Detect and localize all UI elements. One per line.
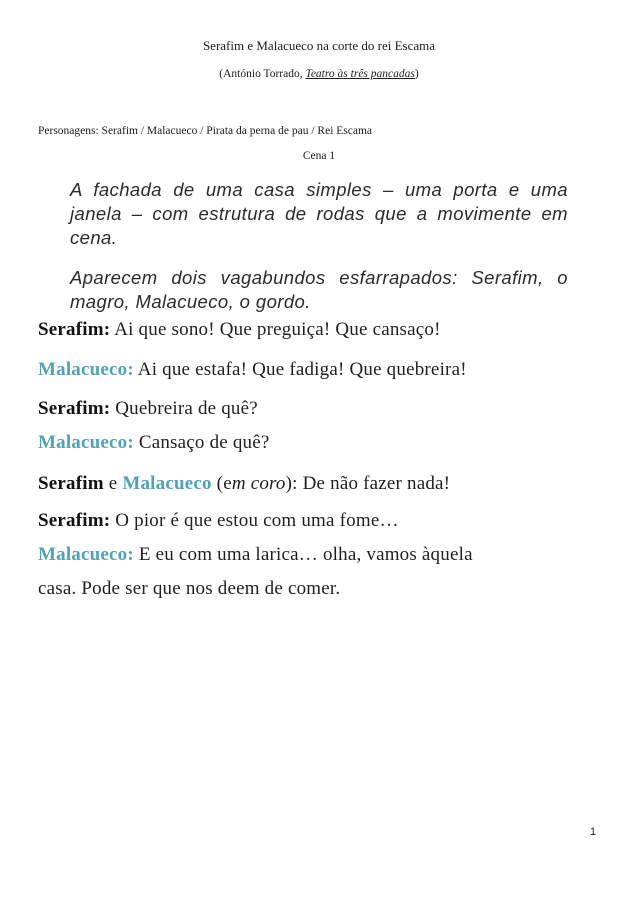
dialogue-line-7-continuation: casa. Pode ser que nos deem de comer. [38,578,341,599]
speaker-serafim: Serafim: [38,398,111,419]
line-text: Ai que sono! Que preguiça! Que cansaço! [110,319,441,340]
line-text: Quebreira de quê? [110,398,258,419]
document-subtitle [0,68,638,80]
paren-close: ): [285,473,303,494]
speaker-malacueco: Malacueco [122,473,212,494]
direction-rest: m coro [231,473,286,494]
dialogue-line-2 [38,358,598,382]
speaker-malacueco: Malacueco: [38,432,134,453]
dialogue-line-6 [38,509,598,533]
dialogue-line-5 [38,472,598,496]
dialogue-line-3 [38,397,598,421]
line-text: Cansaço de quê? [133,432,270,453]
page-number: 1 [590,826,597,838]
conjunction: e [103,473,123,494]
speaker-serafim: Serafim: [38,319,111,340]
dialogue-line-1 [38,318,598,342]
speaker-malacueco: Malacueco: [38,544,134,565]
line-text: E eu com uma larica… olha, vamos àquela [133,544,473,565]
subtitle-close: ) [414,68,419,80]
direction-e: e [223,473,232,494]
speaker-serafim: Serafim [38,473,104,494]
subtitle-work-title: Teatro às três pancadas [305,68,415,80]
speaker-serafim: Serafim: [38,510,111,531]
subtitle-author: (António Torrado, [219,68,306,80]
line-text: De não fazer nada! [302,473,451,494]
dialogue-line-7 [38,543,598,567]
document-title: Serafim e Malacueco na corte do rei Escama [202,38,436,53]
line-text: O pior é que estou com uma fome… [110,510,399,531]
characters-list: Personagens: Serafim / Malacueco / Pirata da perna de pau / Rei Escama [38,125,373,137]
paren-open: ( [211,473,224,494]
stage-direction-1: A fachada de uma casa simples – uma porta e uma janela – com estrutura de rodas que a movimente em cena. [70,179,568,248]
stage-direction-2: Aparecem dois vagabundos esfarrapados: Serafim, o magro, Malacueco, o gordo. [70,267,568,312]
line-text: Ai que estafa! Que fadiga! Que quebreira! [133,359,467,380]
scene-heading: Cena 1 [302,150,336,162]
dialogue-line-4 [38,431,598,455]
speaker-malacueco: Malacueco: [38,359,134,380]
